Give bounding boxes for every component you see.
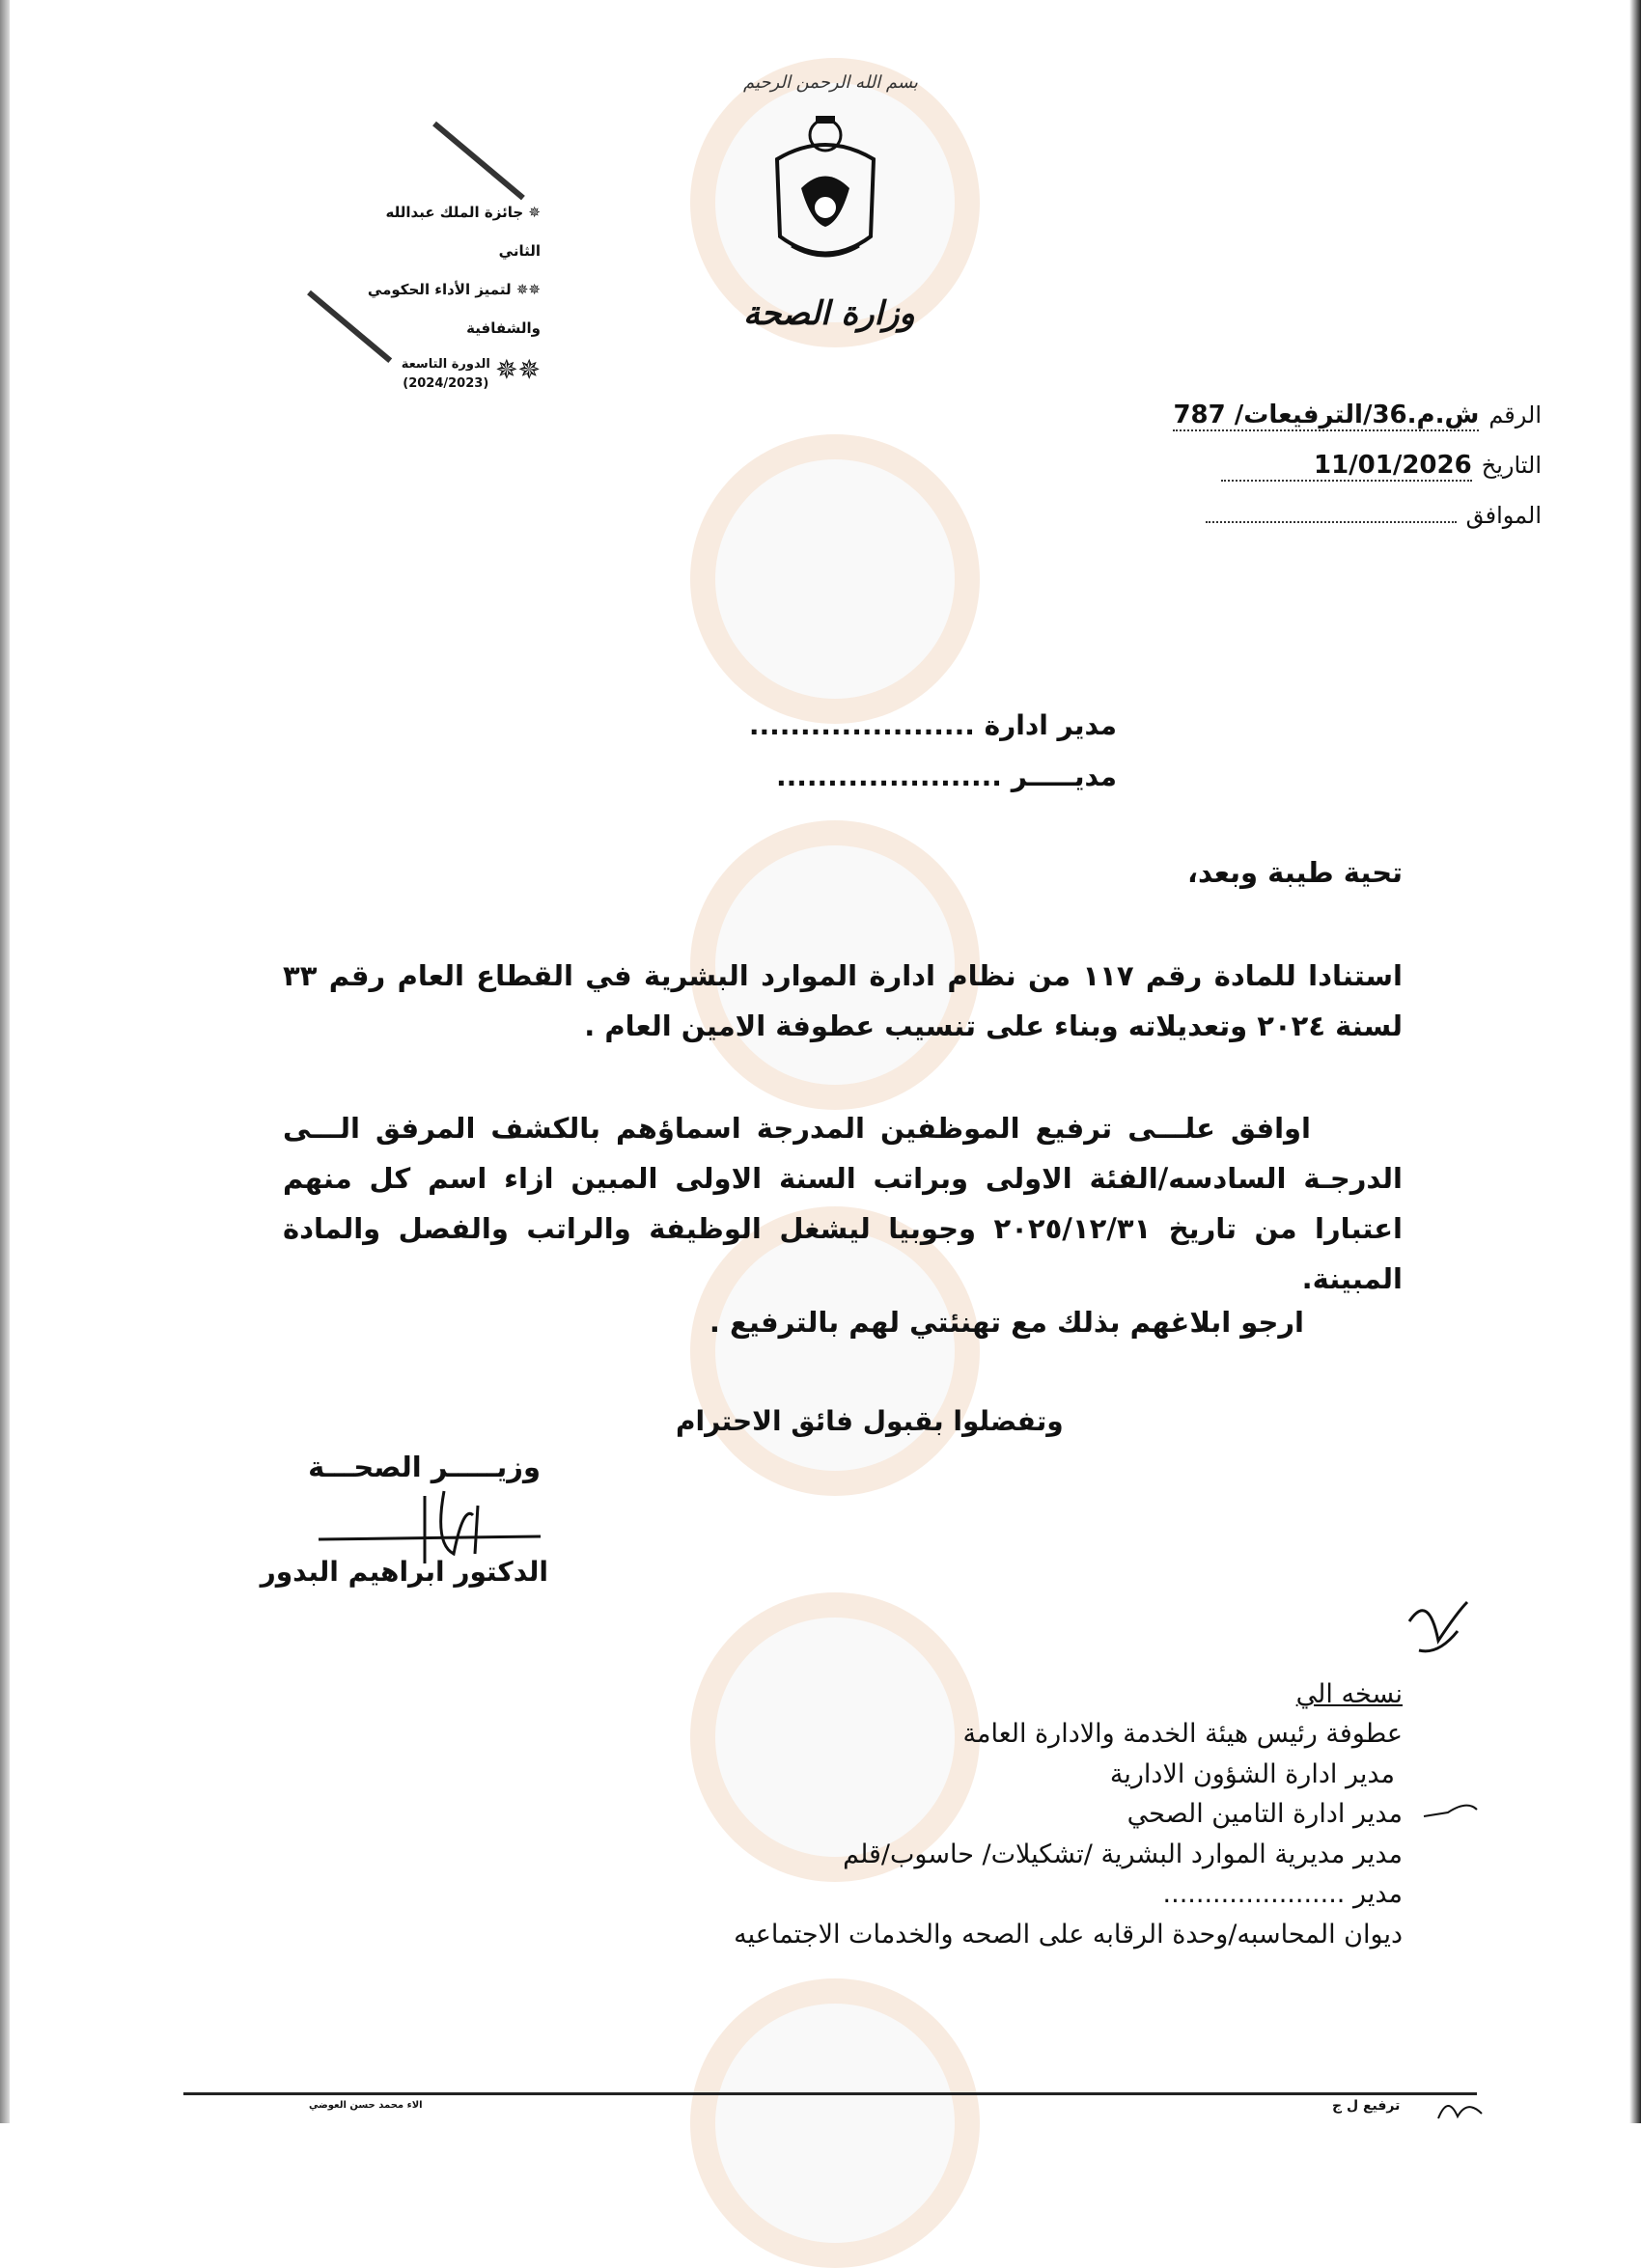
award-line4: (2024/2023) [403,376,489,391]
closing-line: وتفضلوا بقبول فائق الاحترام [676,1405,1064,1437]
scan-edge-right [1629,0,1641,2123]
award-line2: لتميز الأداء الحكومي والشفافية [367,281,541,337]
addressee-line2: مديـــــر ...................... [775,761,1117,792]
body-paragraph-2: اوافق علـــى ترفيع الموظفين المدرجة اسماؤهم بالكشف المرفق الـــى الدرجـة السادسه/الفئة الاولى وبراتب السنة الاولى المبين ازاء اسم كل منهم اعتبارا من تاريخ ٢٠٢٥/١٢/٣١ وجوبيا ليشغل الوظيفة والراتب والفصل والمادة المبينة. [283,1112,1403,1295]
copy-recipient: ديوان المحاسبه/وحدة الرقابه على الصحه والخدمات الاجتماعيه [734,1920,1403,1950]
copy-recipient: مدير ...................... [1162,1879,1403,1909]
copy-recipient: مدير ادارة التامين الصحي [1126,1799,1403,1829]
reference-hijri-blank [1206,502,1457,523]
footer-initials [1433,2089,1491,2123]
checkmark-annotation [1419,1795,1487,1824]
reference-hijri [1206,502,1542,529]
body-paragraph-1: استنادا للمادة رقم ١١٧ من نظام ادارة الموارد البشرية في القطاع العام رقم ٣٣ لسنة ٢٠٢٤ وتعديلاته وبناء على تنسيب عطوفة الامين العام . [283,959,1403,1042]
scan-edge-left [0,0,10,2123]
copy-recipient: مدير مديرية الموارد البشرية /تشكيلات/ حاسوب/قلم [843,1839,1403,1869]
decorative-stripe [432,122,525,201]
footer-rule [183,2092,1477,2095]
reference-number-value: ش.م.36/الترفيعات/ 787 [1173,401,1480,429]
award-block [348,193,541,394]
star-icon: ✵ [528,204,541,221]
award-line3: الدورة التاسعة [401,357,490,372]
ministry-name: وزارة الصحة [743,294,915,333]
star-icon: ✵✵ [515,281,541,298]
addressee-line1: مدير ادارة ...................... [748,709,1117,741]
footer-typist: الاء محمد حسن العوضي [309,2100,423,2111]
reference-date-value: 11/01/2026 [1221,451,1472,482]
copies-heading: نسخه الي [1295,1679,1403,1709]
reference-date [1221,451,1542,482]
award-line1: جائزة الملك عبدالله الثاني [385,204,541,260]
signatory-name: الدكتور ابراهيم البدور [260,1556,548,1588]
reference-number-label: الرقم [1488,401,1542,429]
clock-watermark-icon [690,1592,980,1882]
clock-watermark-icon [690,434,980,724]
copy-recipient: مدير ادارة الشؤون الادارية [1109,1759,1395,1789]
initials-signature [1400,1583,1477,1660]
reference-hijri-label: الموافق [1465,502,1542,529]
basmala: بسم الله الرحمن الرحيم [743,72,918,93]
greeting: تحية طيبة وبعد، [1186,856,1403,889]
copy-recipient: عطوفة رئيس هيئة الخدمة والادارة العامة [962,1719,1403,1749]
reference-number [1173,401,1542,431]
reference-date-label: التاريخ [1481,452,1542,479]
jordan-emblem-icon [763,111,888,275]
star-icon: ✵✵ [495,353,541,386]
body-paragraph-3: ارجو ابلاغهم بذلك مع تهنئتي لهم بالترفيع . [709,1306,1304,1339]
footer-file-code: ترفيع ل ج [1332,2098,1401,2114]
clock-watermark-icon [690,1978,980,2268]
signatory-title: وزيـــــر الصحـــة [308,1451,541,1483]
